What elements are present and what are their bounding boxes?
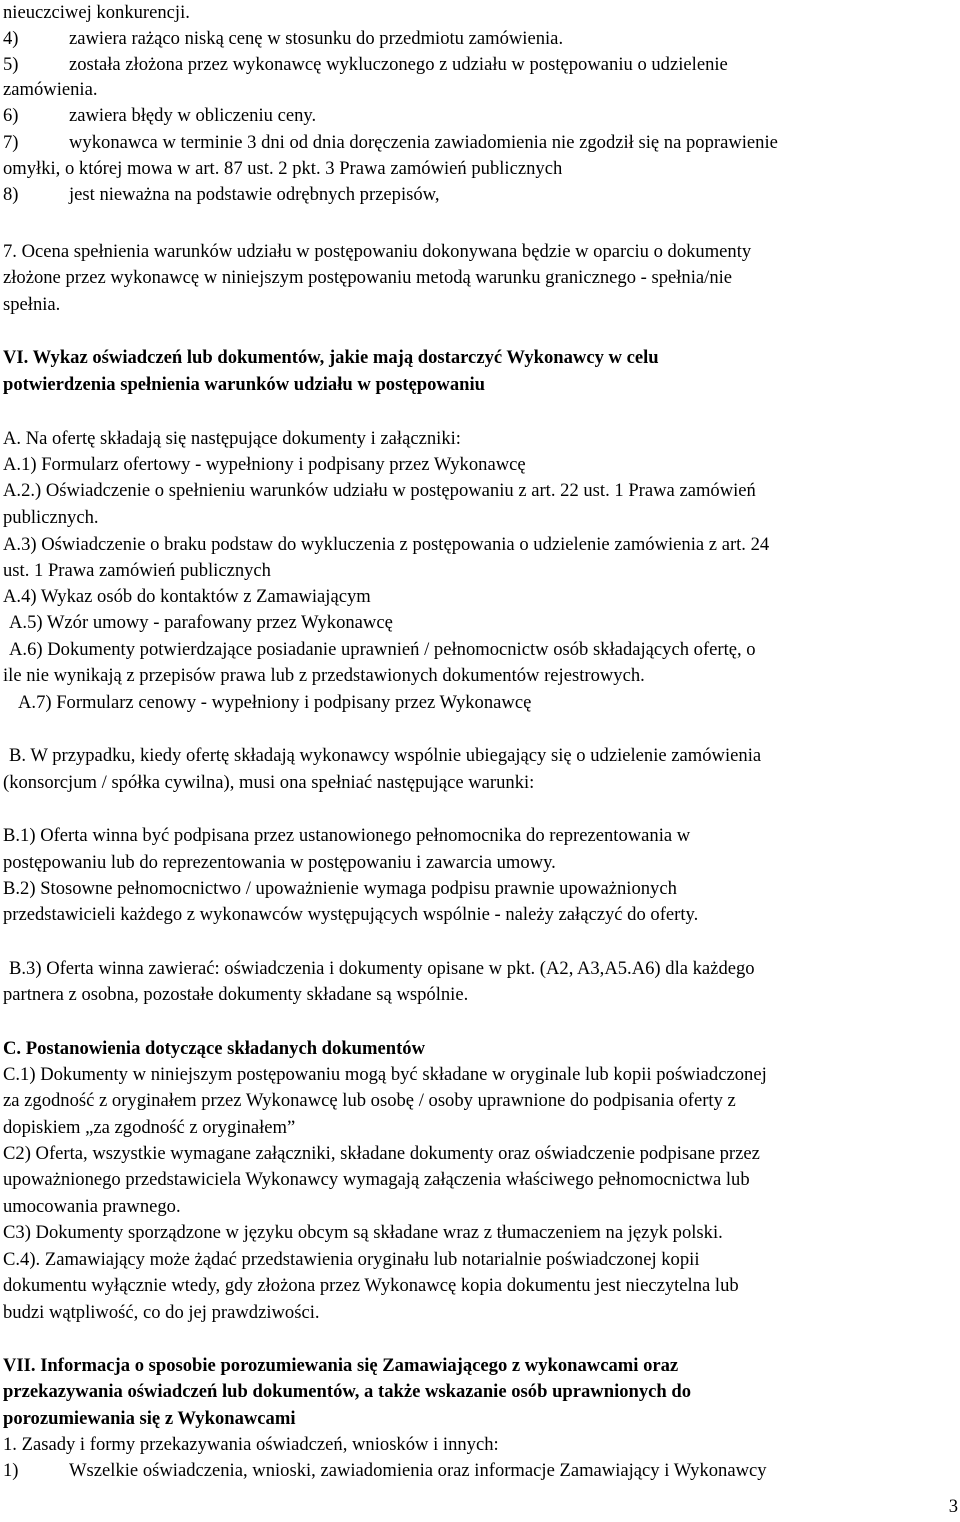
subsection-title: B. W przypadku, kiedy ofertę składają wykonawcy wspólnie ubiegający się o udzielenie zamówienia xyxy=(9,745,762,766)
section-heading: porozumiewania się z Wykonawcami xyxy=(3,1408,296,1429)
list-item: przedstawicieli każdego z wykonawców występujących wspólnie - należy załączyć do oferty. xyxy=(3,904,699,925)
paragraph-line: (konsorcjum / spółka cywilna), musi ona spełniać następujące warunki: xyxy=(3,772,535,793)
text-line: zamówienia. xyxy=(3,79,98,100)
list-item xyxy=(3,1458,767,1484)
list-item xyxy=(3,52,728,78)
text-line: omyłki, o której mowa w art. 87 ust. 2 pkt. 3 Prawa zamówień publicznych xyxy=(3,158,563,179)
list-item-text: jest nieważna na podstawie odrębnych przepisów, xyxy=(69,184,440,205)
list-item: A.1) Formularz ofertowy - wypełniony i podpisany przez Wykonawcę xyxy=(3,454,526,475)
paragraph-line: spełnia. xyxy=(3,294,61,315)
list-item: A.3) Oświadczenie o braku podstaw do wykluczenia z postępowania o udzielenie zamówienia z art. 24 xyxy=(3,534,770,555)
section-heading: przekazywania oświadczeń lub dokumentów, a także wskazanie osób uprawnionych do xyxy=(3,1381,692,1402)
text-line: nieuczciwej konkurencji. xyxy=(3,2,190,23)
list-item-text: wykonawca w terminie 3 dni od dnia doręczenia zawiadomienia nie zgodził się na poprawienie xyxy=(69,132,778,153)
list-number: 4) xyxy=(3,28,19,49)
list-item: A.4) Wykaz osób do kontaktów z Zamawiającym xyxy=(3,586,371,607)
section-heading: VII. Informacja o sposobie porozumiewania się Zamawiającego z wykonawcami oraz xyxy=(3,1355,679,1376)
list-item-text: Wszelkie oświadczenia, wnioski, zawiadomienia oraz informacje Zamawiający i Wykonawcy xyxy=(69,1460,767,1481)
list-item: dopiskiem „za zgodność z oryginałem” xyxy=(3,1117,296,1138)
list-item xyxy=(3,182,440,208)
list-item xyxy=(3,26,563,52)
list-item: postępowaniu lub do reprezentowania w postępowaniu i zawarcia umowy. xyxy=(3,852,556,873)
list-item-text: zawiera rażąco niską cenę w stosunku do przedmiotu zamówienia. xyxy=(69,28,564,49)
list-item: B.2) Stosowne pełnomocnictwo / upoważnienie wymaga podpisu prawnie upoważnionych xyxy=(3,878,677,899)
list-item: ust. 1 Prawa zamówień publicznych xyxy=(3,560,271,581)
list-number: 7) xyxy=(3,132,19,153)
paragraph-line: złożone przez wykonawcę w niniejszym postępowaniu metodą warunku granicznego - spełnia/nie xyxy=(3,267,733,288)
list-item: C3) Dokumenty sporządzone w języku obcym są składane wraz z tłumaczeniem na język polski. xyxy=(3,1222,723,1243)
list-item xyxy=(3,103,316,129)
list-item-text: zawiera błędy w obliczeniu ceny. xyxy=(69,105,317,126)
list-item: partnera z osobna, pozostałe dokumenty składane są wspólnie. xyxy=(3,984,469,1005)
section-heading: potwierdzenia spełnienia warunków udziału w postępowaniu xyxy=(3,374,485,395)
list-item: C.1) Dokumenty w niniejszym postępowaniu mogą być składane w oryginale lub kopii poświadczonej xyxy=(3,1064,767,1085)
list-item-text: została złożona przez wykonawcę wykluczonego z udziału w postępowaniu o udzielenie xyxy=(69,54,728,75)
list-item: C.4). Zamawiający może żądać przedstawienia oryginału lub notarialnie poświadczonej kopii xyxy=(3,1249,700,1270)
list-item: za zgodność z oryginałem przez Wykonawcę lub osobę / osoby uprawnione do podpisania oferty z xyxy=(3,1090,736,1111)
list-item: A.5) Wzór umowy - parafowany przez Wykonawcę xyxy=(9,612,393,633)
list-item: C2) Oferta, wszystkie wymagane załączniki, składane dokumenty oraz oświadczenie podpisane przez xyxy=(3,1143,760,1164)
subsection-heading: C. Postanowienia dotyczące składanych dokumentów xyxy=(3,1038,426,1059)
section-heading: VI. Wykaz oświadczeń lub dokumentów, jakie mają dostarczyć Wykonawcy w celu xyxy=(3,347,659,368)
list-item: publicznych. xyxy=(3,507,99,528)
list-item xyxy=(3,130,778,156)
list-item: A.7) Formularz cenowy - wypełniony i podpisany przez Wykonawcę xyxy=(18,692,532,713)
list-item: A.6) Dokumenty potwierdzające posiadanie uprawnień / pełnomocnictw osób składających ofertę, o xyxy=(9,639,756,660)
list-item: A.2.) Oświadczenie o spełnieniu warunków udziału w postępowaniu z art. 22 ust. 1 Prawa zamówień xyxy=(3,480,756,501)
list-item: umocowania prawnego. xyxy=(3,1196,181,1217)
list-item: upoważnionego przedstawiciela Wykonawcy wymagają załączenia właściwego pełnomocnictwa lub xyxy=(3,1169,750,1190)
list-number: 8) xyxy=(3,184,19,205)
list-item: budzi wątpliwość, co do jej prawdziwości. xyxy=(3,1302,320,1323)
subsection-title: A. Na ofertę składają się następujące dokumenty i załączniki: xyxy=(3,428,461,449)
list-number: 5) xyxy=(3,54,19,75)
paragraph-line: 7. Ocena spełnienia warunków udziału w postępowaniu dokonywana będzie w oparciu o dokumenty xyxy=(3,241,752,262)
list-item: B.3) Oferta winna zawierać: oświadczenia i dokumenty opisane w pkt. (A2, A3,A5.A6) dla każdego xyxy=(9,958,755,979)
list-number: 6) xyxy=(3,105,19,126)
list-item: B.1) Oferta winna być podpisana przez ustanowionego pełnomocnika do reprezentowania w xyxy=(3,825,691,846)
list-number: 1) xyxy=(3,1460,19,1481)
page-number: 3 xyxy=(948,1496,958,1517)
list-item: dokumentu wyłącznie wtedy, gdy złożona przez Wykonawcę kopia dokumentu jest nieczytelna lub xyxy=(3,1275,739,1296)
list-item: ile nie wynikają z przepisów prawa lub z przedstawionych dokumentów rejestrowych. xyxy=(3,665,645,686)
subsection-title: 1. Zasady i formy przekazywania oświadczeń, wniosków i innych: xyxy=(3,1434,499,1455)
